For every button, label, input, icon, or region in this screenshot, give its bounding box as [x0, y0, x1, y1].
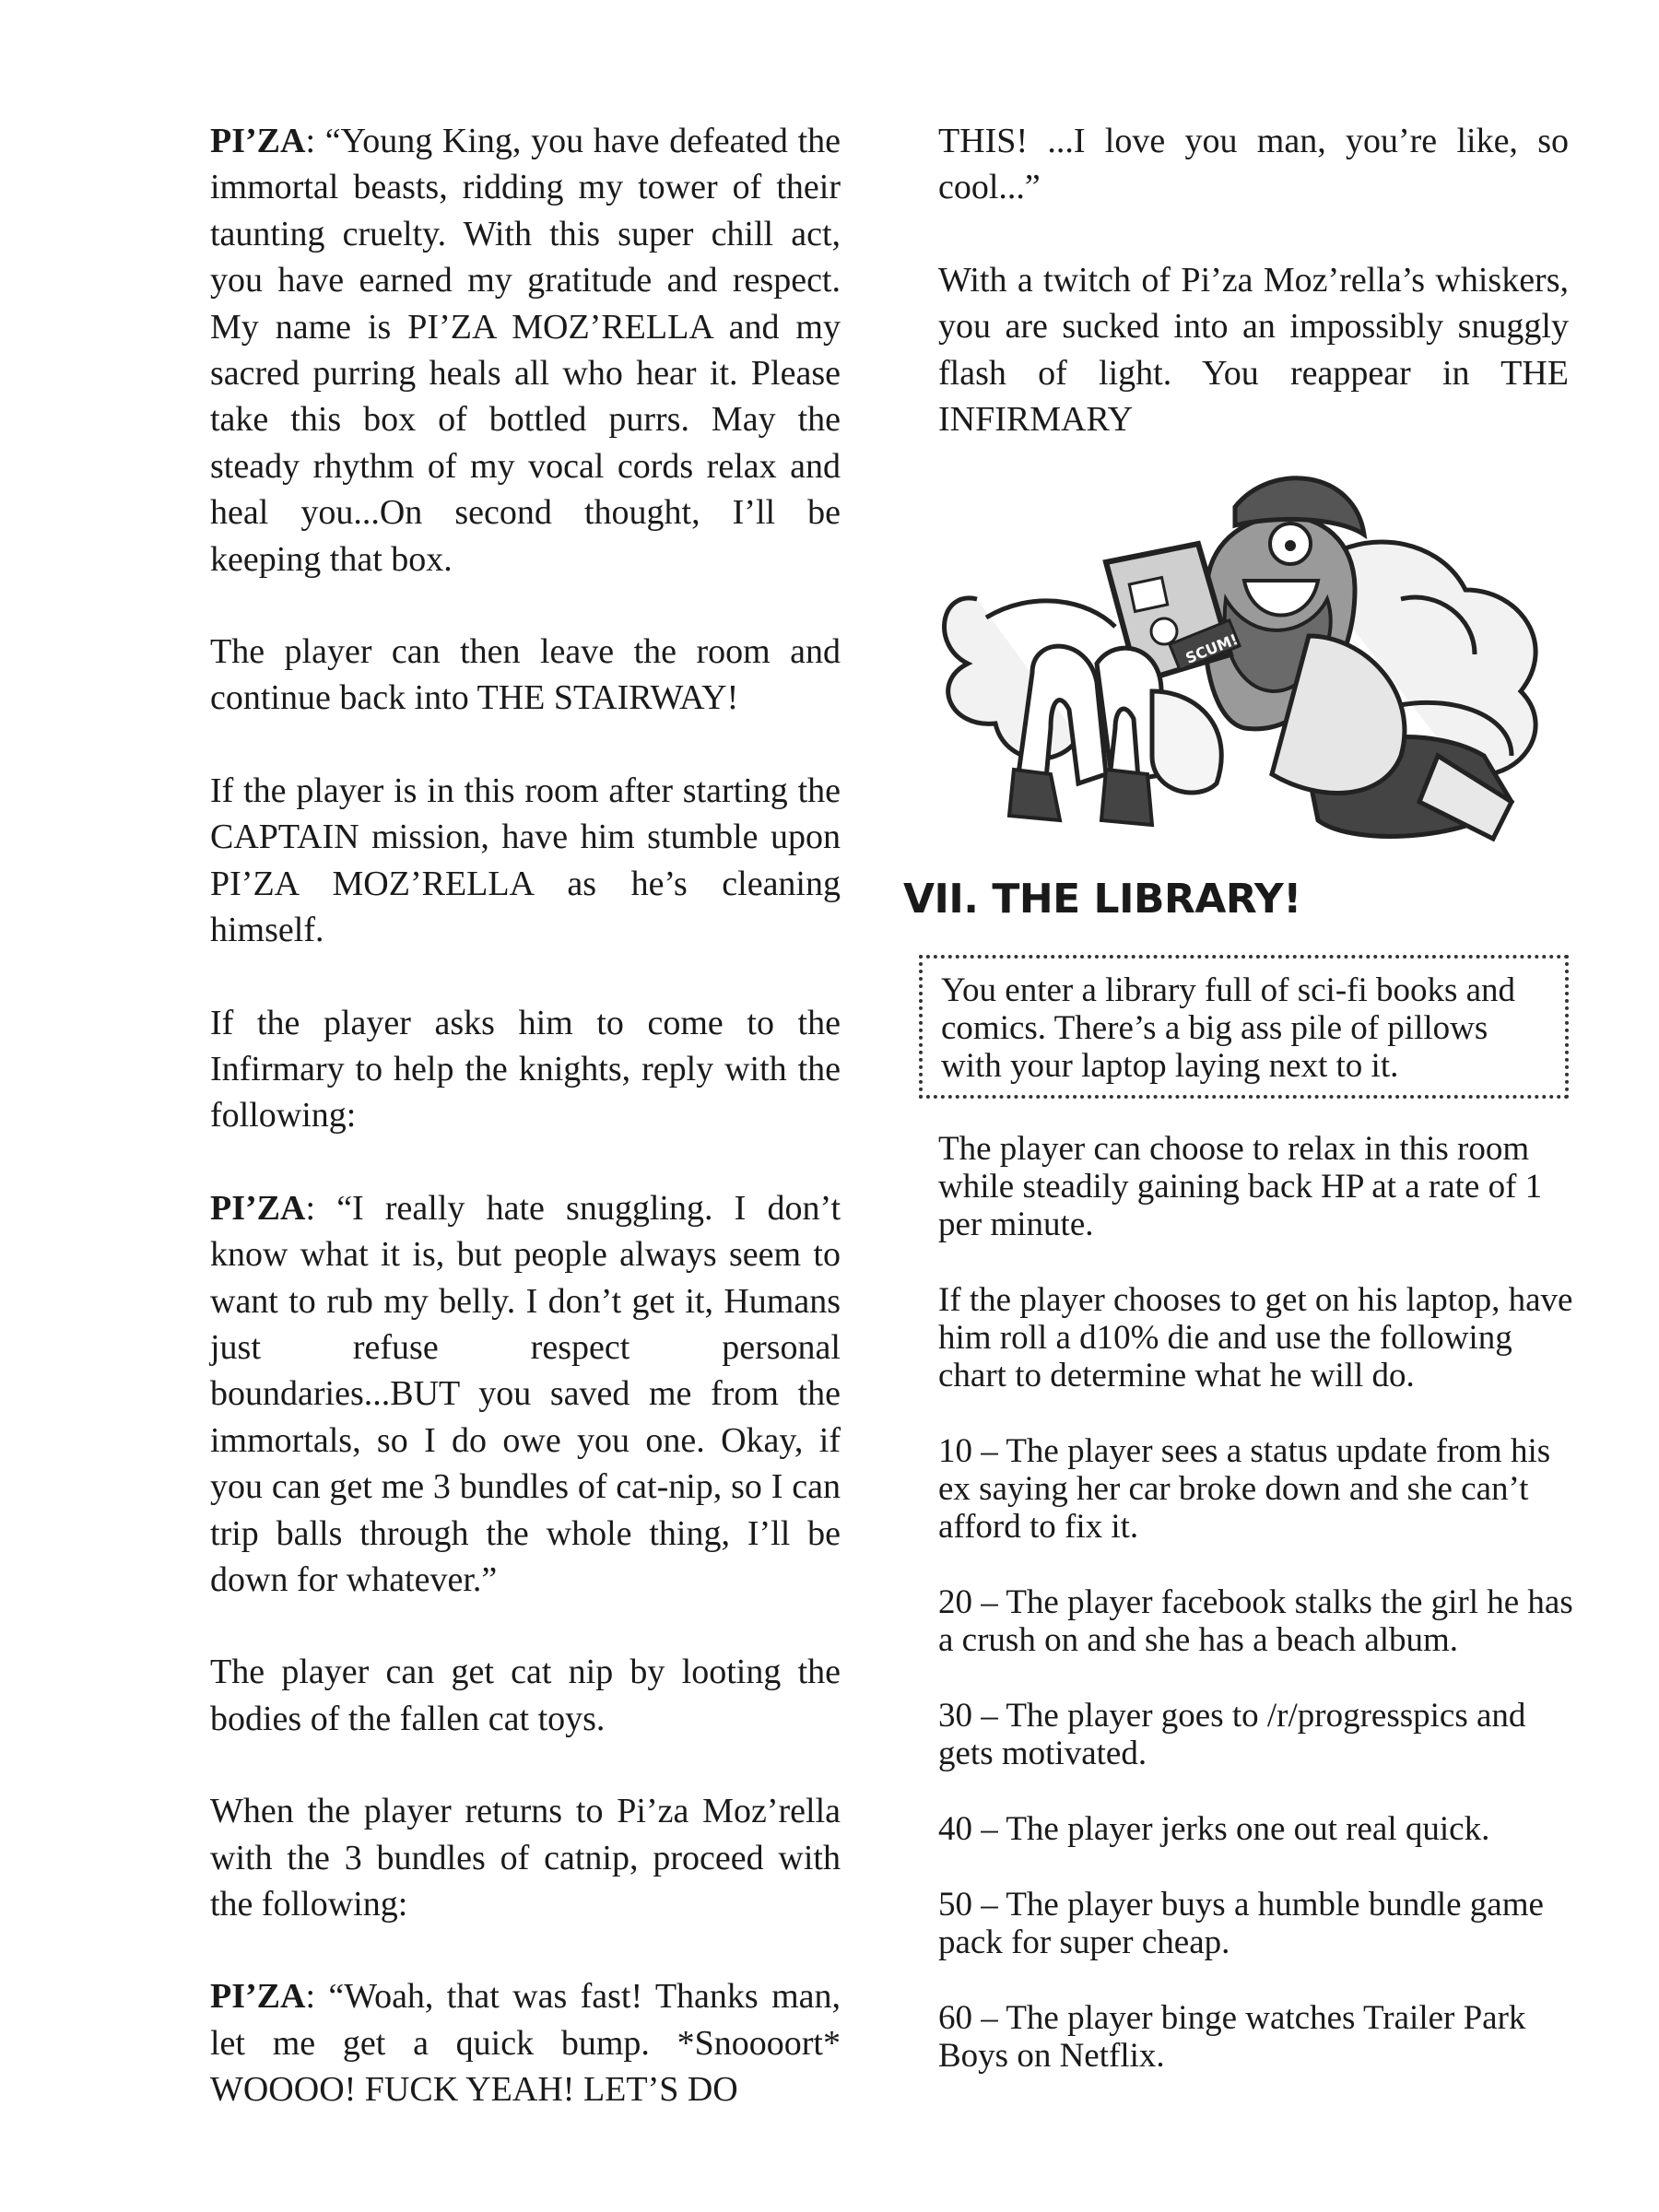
- body-paragraph: THIS! ...I love you man, you’re like, so cool...”: [938, 122, 1569, 207]
- dialogue-paragraph: PI’ZA: “I really hate snuggling. I don’t know what it is, but people always seem to want to rub my belly. I don’t get it, Humans just refuse respect personal boundaries...BUT you saved me from the immortals, so I do owe you one. Okay, if you can get me 3 bundles of cat-nip, so I can trip balls through the whole thing, I’ll be down for whatever.”: [210, 1188, 841, 1599]
- body-paragraph: With a twitch of Pi’za Moz’rella’s whiskers, you are sucked into an impossibly snuggly flash of light. You reappear in THE INFIRMARY: [938, 260, 1569, 440]
- speaker-label: PI’ZA: [210, 1977, 306, 2017]
- chart-entry: 10 – The player sees a status update from his ex saying her car broke down and she can’t afford to fix it.: [938, 1432, 1551, 1546]
- callout-text: You enter a library full of sci-fi books and comics. There’s a big ass pile of pillows with your laptop laying next to it.: [941, 971, 1516, 1085]
- chart-entry: 50 – The player buys a humble bundle game pack for super cheap.: [938, 1886, 1544, 1961]
- body-paragraph: The player can choose to relax in this room while steadily gaining back HP at a rate of 1 per minute.: [938, 1130, 1543, 1243]
- body-paragraph: If the player asks him to come to the Infirmary to help the knights, reply with the following:: [210, 1003, 841, 1135]
- left-column: [210, 118, 841, 2113]
- body-paragraph: The player can get cat nip by looting the bodies of the fallen cat toys.: [210, 1653, 841, 1738]
- speaker-label: PI’ZA: [210, 122, 306, 160]
- body-paragraph: When the player returns to Pi’za Moz’rella with the 3 bundles of catnip, proceed with the following:: [210, 1792, 841, 1924]
- speaker-label: PI’ZA: [210, 1188, 306, 1228]
- right-column: [938, 118, 1569, 442]
- body-paragraph: If the player chooses to get on his laptop, have him roll a d10% die and use the following chart to determine what he will do.: [938, 1281, 1573, 1394]
- chart-entry: 60 – The player binge watches Trailer Park Boys on Netflix.: [938, 1999, 1526, 2075]
- read-aloud-callout: [919, 955, 1569, 1099]
- dialogue-paragraph: PI’ZA: “Young King, you have defeated the immortal beasts, ridding my tower of their taunting cruelty. With this super chill act, you have earned my gratitude and respect. My name is PI’ZA MOZ’RELLA and my sacred purring heals all who hear it. Please take this box of bottled purrs. May the steady rhythm of my vocal cords relax and heal you...On second thought, I’ll be keeping that box.: [210, 122, 841, 579]
- section-heading: VII. THE LIBRARY!: [903, 876, 1301, 923]
- body-paragraph: If the player is in this room after starting the CAPTAIN mission, have him stumble upon PI’ZA MOZ’RELLA as he’s cleaning himself.: [210, 771, 841, 950]
- chart-entry: 20 – The player facebook stalks the girl he has a crush on and she has a beach album.: [938, 1583, 1573, 1659]
- chart-entry: 30 – The player goes to /r/progresspics and gets motivated.: [938, 1697, 1526, 1772]
- chart-entry: 40 – The player jerks one out real quick.: [938, 1810, 1490, 1848]
- dialogue-paragraph: PI’ZA: “Woah, that was fast! Thanks man, let me get a quick bump. *Snoooort* WOOOO! FUCK YEAH! LET’S DO: [210, 1977, 841, 2110]
- laptop-sticker-text: SCUM!: [1182, 629, 1241, 667]
- library-section-body: [938, 1130, 1574, 2075]
- body-paragraph: The player can then leave the room and continue back into THE STAIRWAY!: [210, 632, 841, 718]
- laptop-on-pillows-illustration: [922, 452, 1567, 857]
